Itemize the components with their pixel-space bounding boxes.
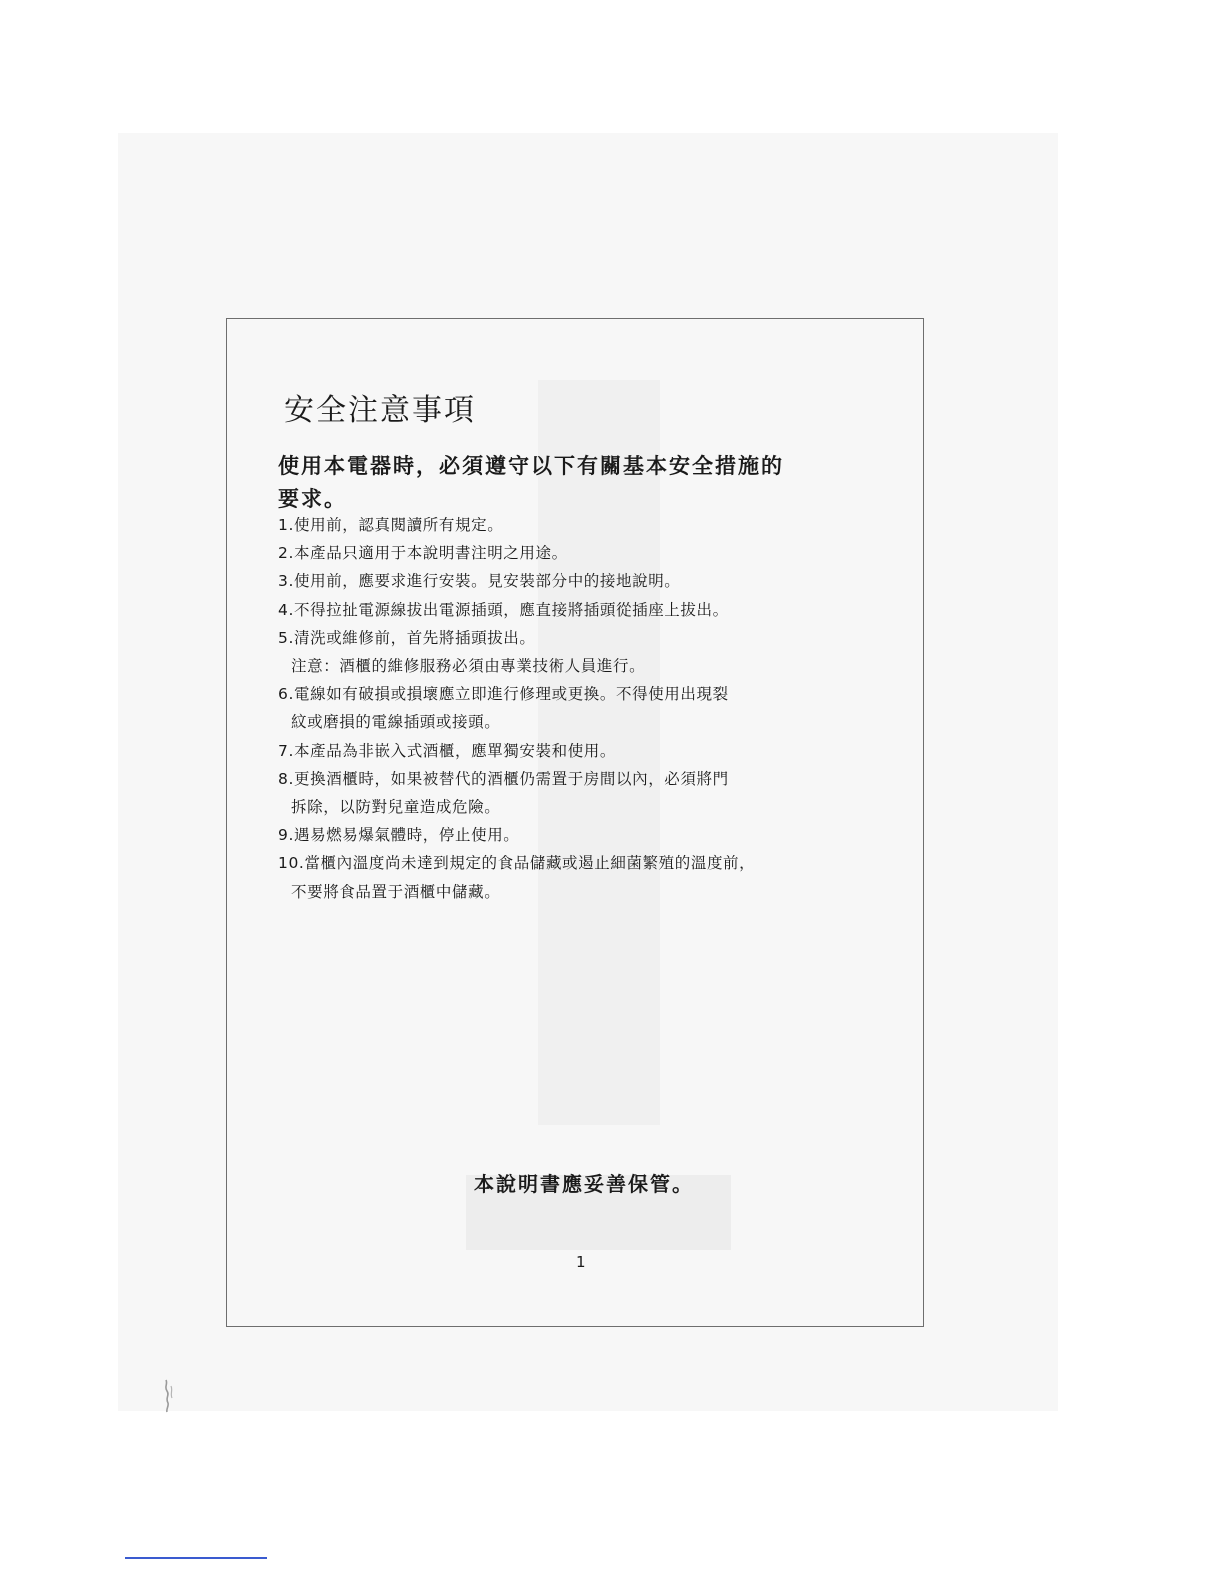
safety-item: 7.本產品為非嵌入式酒櫃，應單獨安裝和使用。 xyxy=(278,741,616,760)
safety-item: 9.遇易燃易爆氣體時，停止使用。 xyxy=(278,826,520,845)
intro-line: 要求。 xyxy=(278,487,347,511)
safety-item: 10.當櫃內溫度尚未達到規定的食品儲藏或遏止細菌繁殖的溫度前， xyxy=(278,854,756,873)
safety-item: 6.電線如有破損或損壞應立即進行修理或更換。不得使用出現裂 xyxy=(278,685,729,704)
keep-manual-note: 本說明書應妥善保管。 xyxy=(474,1172,694,1196)
safety-item: 4.不得拉扯電源線拔出電源插頭，應直接將插頭從插座上拔出。 xyxy=(278,600,729,619)
safety-item: 不要將食品置于酒櫃中儲藏。 xyxy=(291,882,501,901)
link-underline xyxy=(125,1557,267,1559)
safety-item: 2.本產品只適用于本說明書注明之用途。 xyxy=(278,544,568,563)
safety-item: 8.更換酒櫃時，如果被替代的酒櫃仍需置于房間以內，必須將門 xyxy=(278,769,729,788)
safety-item: 紋或磨損的電線插頭或接頭。 xyxy=(291,713,501,732)
intro-line: 使用本電器時，必須遵守以下有關基本安全措施的 xyxy=(278,454,784,478)
page-number: 1 xyxy=(576,1253,586,1271)
safety-item: 3.使用前，應要求進行安裝。見安裝部分中的接地說明。 xyxy=(278,572,681,591)
scan-smudge xyxy=(158,1378,180,1414)
page-title: 安全注意事項 xyxy=(284,393,476,428)
intro-paragraph xyxy=(278,450,838,516)
safety-items-list xyxy=(278,511,838,906)
safety-item: 拆除，以防對兒童造成危險。 xyxy=(291,798,501,817)
safety-item: 5.清洗或維修前，首先將插頭拔出。 xyxy=(278,628,536,647)
safety-item: 1.使用前，認真閱讀所有規定。 xyxy=(278,516,504,534)
safety-item: 注意：酒櫃的維修服務必須由專業技術人員進行。 xyxy=(291,657,646,676)
